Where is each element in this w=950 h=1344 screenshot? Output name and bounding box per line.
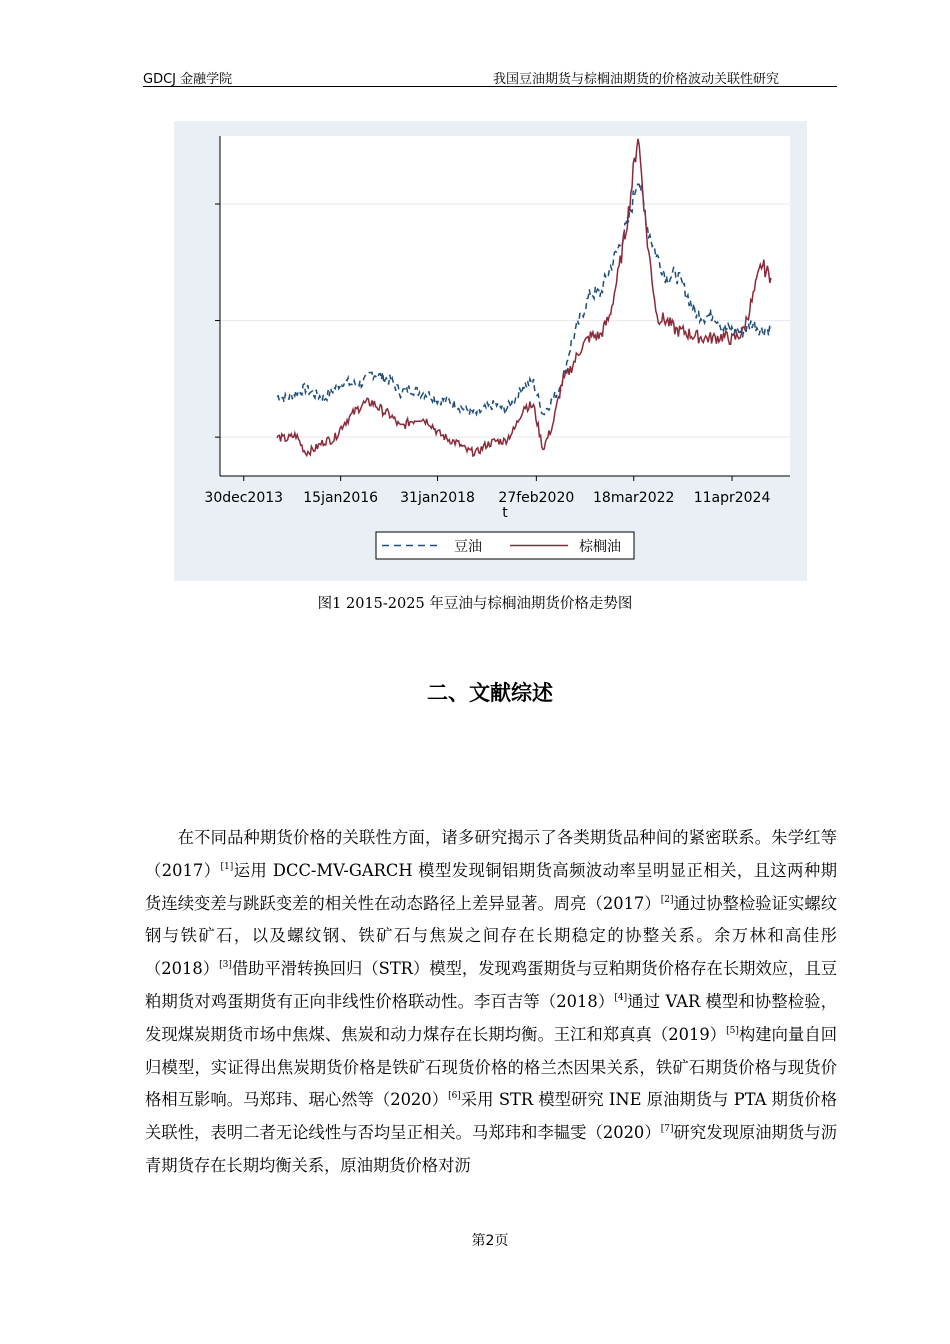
header-right: 我国豆油期货与棕榈油期货的价格波动关联性研究 (492, 72, 779, 87)
header-left: GDCJ 金融学院 (143, 72, 233, 87)
text-run: 构建向量自回归模型，实证得出焦炭期货价格是铁矿石现货价格的格兰杰因果关系，铁矿石期货价格与现货价格相互影响。马郑玮、琚心然等（2020） (145, 1024, 837, 1110)
text-run: 研究发现原油期货与沥青期货存在长期均衡关系，原油期货价格对沥 (145, 1123, 837, 1175)
plot-area (220, 136, 790, 476)
text-run: 运用 DCC-MV-GARCH 模型发现铜铝期货高频波动率呈明显正相关，且这两种期货连续变差与跳跃变差的相关性在动态路径上差异显著。周亮（2017） (145, 860, 838, 913)
page-number: 第2页 (471, 1233, 509, 1249)
figure-caption: 图1 2015-2025 年豆油与棕榈油期货价格走势图 (317, 596, 633, 612)
legend-label-palm-oil: 棕榈油 (579, 539, 621, 555)
x-tick-label: 18mar2022 (593, 490, 675, 506)
citation: [1] (220, 861, 234, 872)
x-tick-label: 11apr2024 (693, 490, 771, 506)
text-run: 采用 STR 模型研究 INE 原油期货与 PTA 期货价格关联性，表明二者无论线性与否均呈正相关。马郑玮和李韫雯（2020） (145, 1090, 837, 1143)
x-axis-label: t (502, 505, 508, 521)
price-chart-svg (174, 121, 807, 581)
citation: [7] (660, 1124, 674, 1135)
legend-label-soybean-oil: 豆油 (454, 539, 482, 555)
citation: [2] (660, 894, 674, 905)
citation: [3] (219, 960, 232, 971)
text-run: 借助平滑转换回归（STR）模型，发现鸡蛋期货与豆粕期货价格存在长期效应，且豆粕期货对鸡蛋期货有正向非线性价格联动性。李百吉等（2018） (145, 959, 838, 1011)
citation: [4] (614, 992, 628, 1003)
text-run: 通过 VAR 模型和协整检验，发现煤炭期货市场中焦煤、焦炭和动力煤存在长期均衡。王江和郑真真（2019） (145, 991, 837, 1044)
citation: [6] (448, 1091, 461, 1102)
x-tick-label: 27feb2020 (498, 490, 575, 506)
figure-price-chart (174, 121, 807, 581)
page-header (143, 66, 837, 87)
x-tick-label: 15jan2016 (303, 490, 379, 506)
x-tick-label: 30dec2013 (204, 490, 284, 506)
text-run: 通过协整检验证实螺纹钢与铁矿石，以及螺纹钢、铁矿石与焦炭之间存在长期稳定的协整关系。余万林和高佳彤（2018） (145, 893, 837, 979)
body-paragraph (145, 822, 837, 1183)
citation: [5] (726, 1025, 739, 1036)
text-run: 在不同品种期货价格的关联性方面，诸多研究揭示了各类期货品种间的紧密联系。朱学红等（2017） (145, 828, 837, 880)
x-tick-label: 31jan2018 (400, 490, 475, 506)
legend (376, 532, 634, 559)
section-title: 二、文献综述 (427, 681, 553, 705)
